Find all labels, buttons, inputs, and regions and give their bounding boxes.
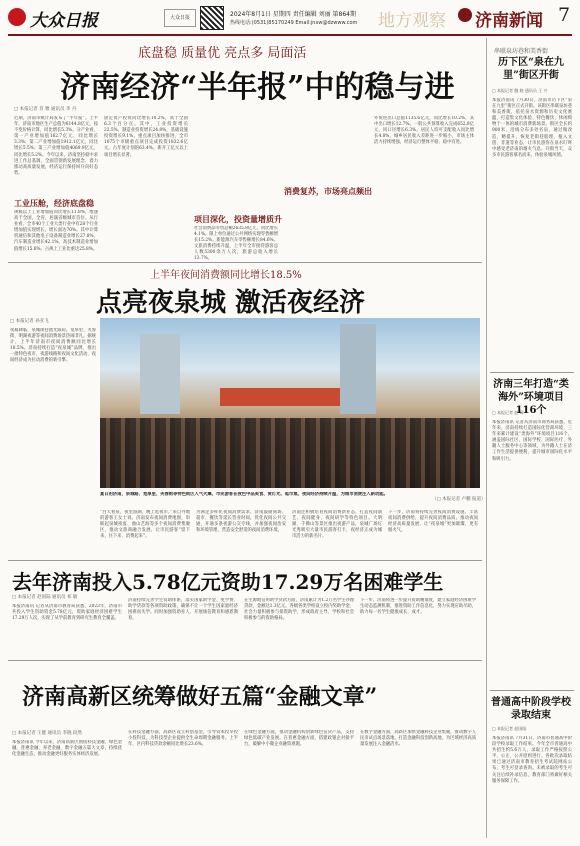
student-col-3: 在生源地信用助学贷款方面，济南累计为1.2万名学生办理贷款，金额达1.3亿元。各级各类学校设立校内奖助学金，社会力量积极参与捐资助学，形成政府主导、学校和社会积极参与的资助格局。 xyxy=(244,598,354,622)
sidebar-story2-text: 本报济南讯 记者从济南市商务局获悉，近年来，济南持续打造国际化营商环境，三年来累计建设“类海外”环境项目116个，涵盖国际社区、国际学校、国际医疗、外籍人士服务中心等领域，为外籍人士在济工作生活提供便利，提升城市国际化水平和吸引力。 xyxy=(492,420,572,462)
finance-byline: □ 本报记者 王健 通讯员 李晓 段然 xyxy=(12,731,82,736)
night-byline: □ 本报记者 孙亚飞 xyxy=(10,319,49,324)
section-emblem-icon xyxy=(458,8,472,22)
lead-headline: 济南经济“半年报”中的稳与进 xyxy=(60,70,455,105)
sidebar-story1-text: 本报济南讯 7月30日，济南市历下区“泉在九里”街区正式开街。该街区串联泉坊巷和美香街，依托泉水资源和历史文化底蕴，打造集文化体验、特色餐饮、休闲购物于一体的城市消费新场景。街区全长约900米，沿线分布多处名泉，通过微改造、精提升，恢复老街巷肌理，植入文创、非遗等业态，让市民游客在泉水叮咚中感受老济南的烟火气息。开街当天，众多市民游客慕名而来，体验泉城风情。 xyxy=(492,98,572,158)
lead-col-5: 外贸进出口总值1135.6亿元，同比增长10.2%，其中出口增长12.7%。一般公共预算收入完成652.8亿元，同口径增长6.3%。居民人均可支配收入同比增长4.8%，城乡居民收入差距进一步缩小，市场主体活力持续增强，经济运行整体平稳、稳中有进。 xyxy=(374,116,474,146)
photo-building xyxy=(140,334,180,414)
night-top-rule xyxy=(8,262,482,263)
qr-code-icon xyxy=(200,6,224,30)
newspaper-logo-text: 大众日报 xyxy=(30,11,98,31)
student-col-4: 下一步，济南将进一步提升资助精准度，建立家庭经济困难学生动态监测机制，推进资助工作信息化，努力实现应助尽助，助力每一名学生健康成长、成才。 xyxy=(360,598,476,616)
night-col-2: “白天看泉，夜里游湖，晚上逛夜市。”来自外地的游客王女士说。济南发布夜间消费地图，串联起泉城夜宴、曲山艺海等多个夜间消费集聚区，推动文旅商融合发展，让市民游客“留下来、住下来、消费起来”。 xyxy=(100,510,190,540)
night-photo-caption: 夏日的济南，泉城路、宽厚里、芙蓉街等特色街区人气火爆，市民游客在夜色中品美食、赏灯光、逛市集，夜间经济持续升温，为城市消费注入新动能。 xyxy=(100,492,388,497)
sidebar-story1-headline: 历下区“泉在九里”街区开街 xyxy=(498,57,564,81)
finance-col-1: 本报济南讯 今年以来，济南高新区围绕科技金融、绿色金融、普惠金融、养老金融、数字金融五篇大文章，持续优化金融生态，推动金融更好服务实体经济发展。 xyxy=(12,740,122,758)
lead-subhead-investment: 项目深化，投资量增质升 xyxy=(194,214,282,224)
photo-crowd xyxy=(100,418,480,488)
lead-col-1: 近期，济南市统计局发布了“半年报”。上半年，济南市地区生产总值为6144.8亿元，按不变价格计算，同比增长5.3%。分产业看，第一产业增加值162.7亿元，同比增长3.3%；第二产业增加值1912.1亿元，同比增长5.5%；第三产业增加值4069.9亿元，同比增长5.2%。今年以来，济南坚持稳中求进工作总基调，全面贯彻新发展理念，着力推动高质量发展，经济运行保持回升向好态势。 xyxy=(14,116,98,176)
lead-col-4: 社会消费品零售总额2635.8亿元，同比增长4.1%。限上单位通过公共网络实现零售额增长15.2%。新能源汽车零售额增长84.6%。文旅消费持续升温，上半年全市接待游客总人数5300余万人次，旅游总收入增长13.7%。 xyxy=(194,226,278,262)
night-col-4: 济南还积极培育夜间消费新业态，打造夜间演艺、夜间健身、夜间研学等特色项目。大明湖、千佛山等景区推出夜游产品，泉城广场灯光秀吸引大量市民游客打卡，夜经济正成为城市活力的新名片。 xyxy=(292,510,382,540)
finance-col-3: 在绿色金融方面，推动金融机构创新绿色信贷产品，支持绿色低碳产业发展。在普惠金融方面，搭建政银企对接平台，破解中小微企业融资难题。 xyxy=(244,730,354,748)
finance-col-4: 在数字金融方面，高新区加快金融科技企业集聚，推动数字人民币试点场景落地，打造金融科技创新高地，为区域经济高质量发展注入金融活水。 xyxy=(360,730,476,748)
sidebar-story1-byline: □ 本报记者 鲍 晓 通讯员 王 兴 xyxy=(492,88,548,93)
photo-stall-canopy xyxy=(220,388,340,406)
page-number: 7 xyxy=(558,4,571,26)
section-name: 济南新闻 xyxy=(475,11,543,31)
sidebar-rule-2 xyxy=(490,690,574,691)
night-photo-credit: （□ 本报记者 卢鹏 报道） xyxy=(432,497,486,502)
sidebar-divider xyxy=(486,38,487,838)
date-line: 2024年8月1日 星期四 责任编辑 刘丽 第864期 xyxy=(230,11,356,18)
finance-top-rule xyxy=(8,660,482,661)
student-top-rule xyxy=(8,560,482,561)
lead-story xyxy=(8,38,482,284)
night-col-1: 夜幕降临，泉城街巷流光溢彩。宽厚里、芙蓉街、明湖夜游等夜间消费场景热闹非凡。据统计，上半年济南市夜间消费额同比增长18.5%。济南持续打造“夜泉城”品牌，推出一批特色夜市、夜游线路和夜间文化活动，夜间经济成为拉动消费的新引擎。 xyxy=(10,328,96,364)
sidebar-rule-1 xyxy=(490,372,574,373)
edition-box: 大众日报 xyxy=(164,9,196,27)
sidebar-story3-text: 本报济南讯 7月31日，济南市普通高中阶段学校录取工作结束。今年全市普通高中共招生约5.6万人，录取工作严格按照公平、公正、公开原则进行。各批次录取结果已通过济南市教育招生考试院网站公布，考生可登录查询。未被录取的考生可关注后续补录信息，教育部门将做好相关服务保障工作。 xyxy=(492,736,572,784)
night-col-3: 为满足多样化夜间消费需求，济南鼓励商场、超市、餐饮等延长营业时间，优化夜间公共交通，开通多条夜游公交专线，并加强夜间治安和环境管理，营造安全舒适的夜间消费环境。 xyxy=(196,510,286,534)
lead-col-2: 规模以上工业增加值同比增长11.8%，增速高于全国、全省，居副省级城市首位。从行业看，全市40个工业大类行业中有28个行业增加值实现增长，增长面达70%。其中计算机通信和其他电子设备制造业增长27.8%，汽车制造业增长42.1%。高技术制造业增加值增长15.6%，占规上工业比重达25.8%。 xyxy=(14,210,98,252)
night-market-photo xyxy=(100,318,480,488)
lead-byline: □ 本报记者 肖 雅 通讯员 李 丹 xyxy=(14,107,77,112)
sidebar-story3-headline: 普通高中阶段学校录取结束 xyxy=(491,697,571,721)
sidebar-story2-headline: 济南三年打造“类海外”环境项目116个 xyxy=(493,379,569,416)
masthead xyxy=(0,0,580,34)
sidebar-story1-kicker: 串联泉坊巷和美香街 xyxy=(494,48,549,55)
student-byline: □ 本报记者 赵国陆 通讯员 祁 敏 xyxy=(12,595,78,600)
student-col-2: 济南持续完善学生资助体系，落实国家助学金、免学费、助学贷款等各项资助政策，确保不让一个学生因家庭经济困难而失学。同时加强资助育人，开展诚信教育和感恩教育。 xyxy=(128,598,238,622)
lead-col-3: 固定资产投资同比增长10.2%，高于全国6.3个百分点。其中，工业投资增长22.5%，制造业投资增长24.8%，基础设施投资增长9.1%。重点项目加快推进，全市1075个市级重点项目完成投资1832.6亿元，占年度计划的63.4%。新开工亿元以上项目增长显著。 xyxy=(104,116,188,158)
contact-line: 热线电话:(0531)85170249 Email:jnxw@dzwww.com xyxy=(230,20,358,26)
lead-subhead-industry: 工业压舱，经济底盘稳 xyxy=(14,198,94,208)
sidebar-story3-byline: □ 本报记者 赵国陆 xyxy=(492,726,527,731)
newspaper-logo xyxy=(8,8,26,26)
section-title: 地方观察 xyxy=(378,11,446,31)
lead-kicker: 底盘稳 质量优 亮点多 局面活 xyxy=(138,46,307,61)
lead-subhead-consumption: 消费复苏，市场亮点频出 xyxy=(284,186,372,196)
finance-headline: 济南高新区统筹做好五篇“金融文章” xyxy=(22,684,378,710)
night-headline: 点亮夜泉城 激活夜经济 xyxy=(96,288,366,318)
night-kicker: 上半年夜间消费额同比增长18.5% xyxy=(150,270,302,281)
sidebar xyxy=(490,38,574,838)
finance-col-2: 在科技金融方面，高新区设立科创基金，引导资本投早投小投科技，为科技型企业提供全生命周期金融服务。上半年，区内科技贷款余额同比增长23.6%。 xyxy=(128,730,238,748)
student-headline: 去年济南投入5.78亿元资助17.29万名困难学生 xyxy=(12,570,444,594)
photo-building xyxy=(340,324,376,414)
sidebar-story2-byline: □ 本报记者 赵 琛 xyxy=(492,410,524,415)
student-col-1: 本报济南讯 记者从济南市教育局获悉，2023年，济南市共投入学生资助资金5.78亿元，资助家庭经济困难学生17.29万人次，实现了从学前教育到研究生教育全覆盖。 xyxy=(12,604,122,622)
masthead-rule xyxy=(8,34,572,36)
night-col-5: 下一步，济南将持续完善夜间消费设施，丰富夜间消费供给，提升夜间消费品质，推动夜间经济高质量发展，让“夜泉城”更加璀璨、更有烟火气。 xyxy=(388,510,478,534)
